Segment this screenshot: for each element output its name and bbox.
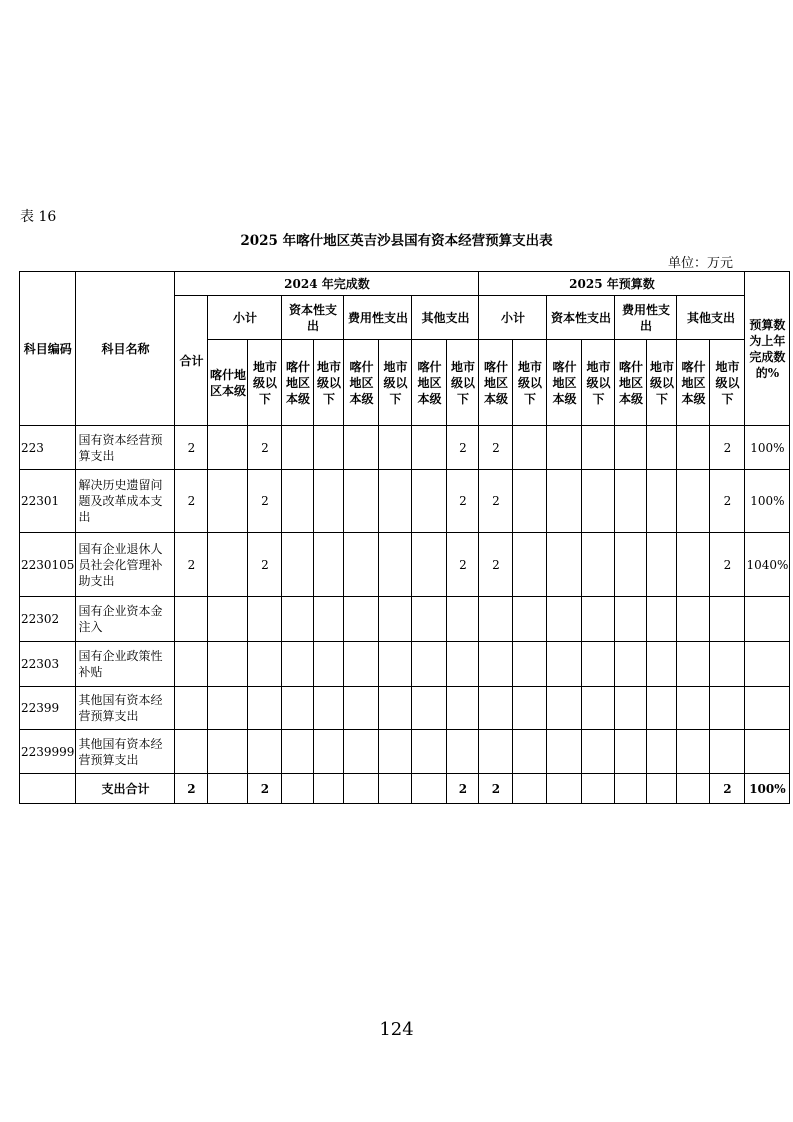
table-row (20, 642, 790, 687)
col-header-kashi: 喀什地区本级 (412, 340, 447, 426)
cell (615, 533, 647, 597)
table-row (20, 533, 790, 597)
cell (615, 687, 647, 730)
total-pct: 100% (745, 774, 790, 804)
cell (175, 687, 208, 730)
cell (647, 426, 677, 470)
cell (208, 597, 248, 642)
cell (282, 774, 314, 804)
col-header-code (20, 272, 76, 426)
col-header-kashi: 喀什地区本级 (547, 340, 582, 426)
row-other-city: 2 (447, 426, 479, 470)
cell (710, 687, 745, 730)
cell (615, 642, 647, 687)
col-header-kashi: 喀什地区本级 (344, 340, 379, 426)
page-number: 124 (379, 1019, 414, 1040)
table-row (20, 730, 790, 774)
col-header-city: 地市级以下 (582, 340, 615, 426)
cell (513, 470, 547, 533)
cell (379, 470, 412, 533)
cell (479, 730, 513, 774)
cell (344, 687, 379, 730)
cell (479, 687, 513, 730)
total-subtotal-city: 2 (248, 774, 282, 804)
row-subtotal-city: 2 (248, 470, 282, 533)
cell (175, 597, 208, 642)
col-header-kashi: 喀什地区本级 (479, 340, 513, 426)
cell (513, 533, 547, 597)
cell (412, 642, 447, 687)
row-subtotal-city: 2 (248, 533, 282, 597)
cell (745, 730, 790, 774)
cell (208, 642, 248, 687)
cell (412, 597, 447, 642)
cell (344, 642, 379, 687)
cell (647, 642, 677, 687)
cell (547, 597, 582, 642)
cell (282, 426, 314, 470)
cell (647, 730, 677, 774)
col-header-city: 地市级以下 (647, 340, 677, 426)
cell (208, 470, 248, 533)
row-total: 2 (175, 533, 208, 597)
col-header-city: 地市级以下 (447, 340, 479, 426)
col-header-kashi: 喀什地区本级 (282, 340, 314, 426)
cell (677, 426, 710, 470)
row-subtotal-city: 2 (248, 426, 282, 470)
row-other-city: 2 (447, 470, 479, 533)
row-budget-other-city: 2 (710, 533, 745, 597)
cell (314, 533, 344, 597)
cell (447, 687, 479, 730)
total-budget-subtotal-kashi: 2 (479, 774, 513, 804)
table-label: 表 16 (20, 209, 57, 225)
header-row-1 (20, 272, 790, 296)
cell (547, 687, 582, 730)
cell (344, 597, 379, 642)
cell (447, 597, 479, 642)
cell (547, 642, 582, 687)
col-header-expense-2025: 费用性支出 (615, 296, 677, 340)
row-budget-other-city: 2 (710, 426, 745, 470)
cell (412, 426, 447, 470)
row-name: 其他国有资本经营预算支出 (76, 687, 175, 730)
row-code: 223 (20, 426, 76, 470)
cell (379, 774, 412, 804)
cell (379, 730, 412, 774)
cell (314, 597, 344, 642)
col-header-city: 地市级以下 (314, 340, 344, 426)
cell (344, 730, 379, 774)
cell (314, 774, 344, 804)
row-total: 2 (175, 426, 208, 470)
table-row (20, 687, 790, 730)
col-header-pct: 预算数为上年完成数的% (745, 272, 790, 426)
cell (412, 730, 447, 774)
row-name: 国有企业退休人员社会化管理补助支出 (76, 533, 175, 597)
cell (615, 774, 647, 804)
cell (582, 597, 615, 642)
col-header-subtotal-2024: 小计 (208, 296, 282, 340)
cell (208, 687, 248, 730)
col-header-city: 地市级以下 (379, 340, 412, 426)
col-header-city: 地市级以下 (513, 340, 547, 426)
cell (248, 597, 282, 642)
cell (582, 470, 615, 533)
total-total: 2 (175, 774, 208, 804)
total-row (20, 774, 790, 804)
col-group-2025: 2025 年预算数 (479, 272, 745, 296)
cell (379, 597, 412, 642)
cell (547, 533, 582, 597)
cell (513, 730, 547, 774)
cell (344, 426, 379, 470)
cell (582, 730, 615, 774)
cell (379, 426, 412, 470)
cell (547, 774, 582, 804)
row-other-city: 2 (447, 533, 479, 597)
cell (513, 774, 547, 804)
cell (582, 426, 615, 470)
unit-label: 单位：万元 (667, 256, 733, 271)
cell (447, 730, 479, 774)
row-code: 22303 (20, 642, 76, 687)
cell (615, 730, 647, 774)
row-budget-subtotal-kashi: 2 (479, 470, 513, 533)
cell (745, 642, 790, 687)
cell (248, 687, 282, 730)
cell (710, 597, 745, 642)
col-header-name-text: 科目名称 (101, 341, 150, 356)
cell (647, 533, 677, 597)
col-group-2024: 2024 年完成数 (175, 272, 479, 296)
cell (647, 597, 677, 642)
row-name: 国有资本经营预算支出 (76, 426, 175, 470)
cell (582, 533, 615, 597)
cell (379, 533, 412, 597)
cell (547, 426, 582, 470)
cell (615, 426, 647, 470)
cell (513, 597, 547, 642)
cell (513, 687, 547, 730)
row-name: 国有企业资本金注入 (76, 597, 175, 642)
col-header-subtotal-2025: 小计 (479, 296, 547, 340)
document-title: 2025 年喀什地区英吉沙县国有资本经营预算支出表 (240, 233, 553, 249)
table-row (20, 426, 790, 470)
col-header-expense-2024: 费用性支出 (344, 296, 412, 340)
cell (677, 597, 710, 642)
cell (379, 642, 412, 687)
row-pct: 1040% (745, 533, 790, 597)
cell (208, 774, 248, 804)
cell (314, 730, 344, 774)
table-row (20, 597, 790, 642)
row-budget-other-city: 2 (710, 470, 745, 533)
col-header-total: 合计 (175, 296, 208, 426)
cell (282, 730, 314, 774)
row-budget-subtotal-kashi: 2 (479, 426, 513, 470)
cell (647, 687, 677, 730)
row-code: 22301 (20, 470, 76, 533)
total-label: 支出合计 (76, 774, 175, 804)
cell (479, 597, 513, 642)
cell (208, 730, 248, 774)
col-header-capital-2024: 资本性支出 (282, 296, 344, 340)
cell (282, 642, 314, 687)
col-header-other-2025: 其他支出 (677, 296, 745, 340)
cell (447, 642, 479, 687)
cell (582, 774, 615, 804)
cell (547, 470, 582, 533)
col-header-kashi: 喀什地区本级 (677, 340, 710, 426)
cell (412, 687, 447, 730)
total-budget-other-city: 2 (710, 774, 745, 804)
col-header-city: 地市级以下 (248, 340, 282, 426)
row-code: 2239999 (20, 730, 76, 774)
col-header-capital-2025: 资本性支出 (547, 296, 615, 340)
row-name: 解决历史遗留问题及改革成本支出 (76, 470, 175, 533)
col-header-kashi: 喀什地区本级 (615, 340, 647, 426)
cell (175, 730, 208, 774)
col-header-city: 地市级以下 (710, 340, 745, 426)
row-code: 22302 (20, 597, 76, 642)
cell (282, 533, 314, 597)
budget-table (19, 271, 790, 804)
cell (314, 426, 344, 470)
cell (547, 730, 582, 774)
cell (282, 470, 314, 533)
row-name: 国有企业政策性补贴 (76, 642, 175, 687)
cell (314, 687, 344, 730)
cell (344, 774, 379, 804)
cell (208, 426, 248, 470)
cell (710, 642, 745, 687)
cell (412, 533, 447, 597)
cell (379, 687, 412, 730)
total-other-city: 2 (447, 774, 479, 804)
cell (677, 533, 710, 597)
cell (582, 687, 615, 730)
cell (314, 470, 344, 533)
cell (248, 642, 282, 687)
cell (479, 642, 513, 687)
cell (248, 730, 282, 774)
row-budget-subtotal-kashi: 2 (479, 533, 513, 597)
cell (677, 642, 710, 687)
col-header-code-text: 科目编码 (23, 341, 72, 356)
cell (710, 730, 745, 774)
cell (745, 687, 790, 730)
col-header-other-2024: 其他支出 (412, 296, 479, 340)
cell (677, 774, 710, 804)
cell (615, 597, 647, 642)
cell (282, 687, 314, 730)
cell (412, 470, 447, 533)
cell (677, 687, 710, 730)
table-row (20, 470, 790, 533)
row-name: 其他国有资本经营预算支出 (76, 730, 175, 774)
cell (647, 774, 677, 804)
cell (677, 730, 710, 774)
total-code (20, 774, 76, 804)
cell (513, 642, 547, 687)
cell (282, 597, 314, 642)
cell (344, 470, 379, 533)
col-header-name (76, 272, 175, 426)
cell (615, 470, 647, 533)
col-header-kashi: 喀什地区本级 (208, 340, 248, 426)
row-pct: 100% (745, 470, 790, 533)
cell (647, 470, 677, 533)
cell (208, 533, 248, 597)
cell (745, 597, 790, 642)
cell (175, 642, 208, 687)
cell (513, 426, 547, 470)
cell (314, 642, 344, 687)
cell (677, 470, 710, 533)
row-total: 2 (175, 470, 208, 533)
cell (582, 642, 615, 687)
row-code: 22399 (20, 687, 76, 730)
cell (412, 774, 447, 804)
cell (344, 533, 379, 597)
row-code: 2230105 (20, 533, 76, 597)
row-pct: 100% (745, 426, 790, 470)
